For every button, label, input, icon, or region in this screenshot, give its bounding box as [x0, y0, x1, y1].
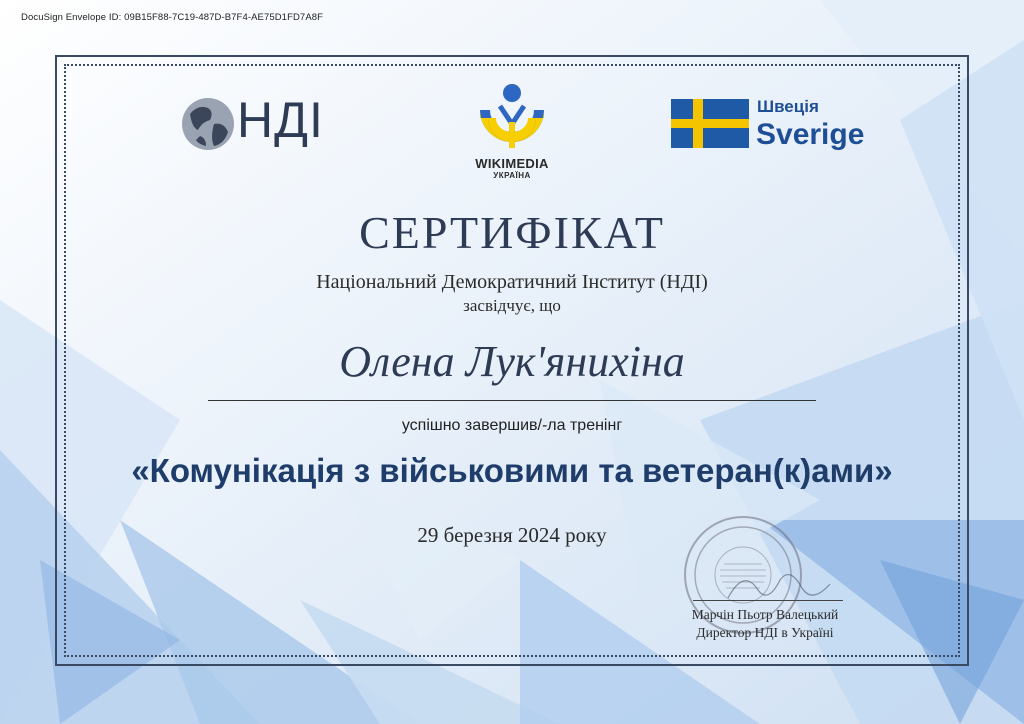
certificate-date: 29 березня 2024 року: [417, 523, 607, 547]
signatory-name: Марчін Пьотр Валецький: [691, 607, 839, 622]
docusign-envelope-id: DocuSign Envelope ID: 09B15F88-7C19-487D-B7F4-AE75D1FD7A8F: [21, 12, 324, 23]
sweden-label-ukrainian: Швеція: [757, 97, 819, 116]
signature-line: [693, 600, 843, 601]
wikimedia-logo-name: WIKIMEDIA: [475, 156, 549, 171]
certifies-text: засвідчує, що: [463, 296, 561, 315]
issuer-name: Національний Демократичний Інститут (НДІ): [316, 271, 708, 293]
signature-scribble-icon: [720, 560, 840, 610]
wikimedia-logo-subtitle: УКРАЇНА: [493, 171, 531, 180]
signatory-title: Директор НДІ в Україні: [696, 625, 834, 640]
globe-icon: [180, 94, 240, 154]
wikimedia-logo-icon: [474, 80, 550, 156]
completed-text: успішно завершив/-ла тренінг: [401, 417, 623, 434]
ndi-logo-text: НДІ: [237, 92, 324, 148]
recipient-name: Олена Лук'янихіна: [339, 337, 685, 386]
training-title: «Комунікація з військовими та ветеран(к)ами»: [131, 452, 893, 489]
recipient-underline: [208, 400, 816, 401]
swedish-flag-icon: [671, 99, 749, 148]
sweden-label-swedish: Sverige: [756, 118, 865, 151]
certificate-title: СЕРТИФІКАТ: [359, 207, 665, 258]
